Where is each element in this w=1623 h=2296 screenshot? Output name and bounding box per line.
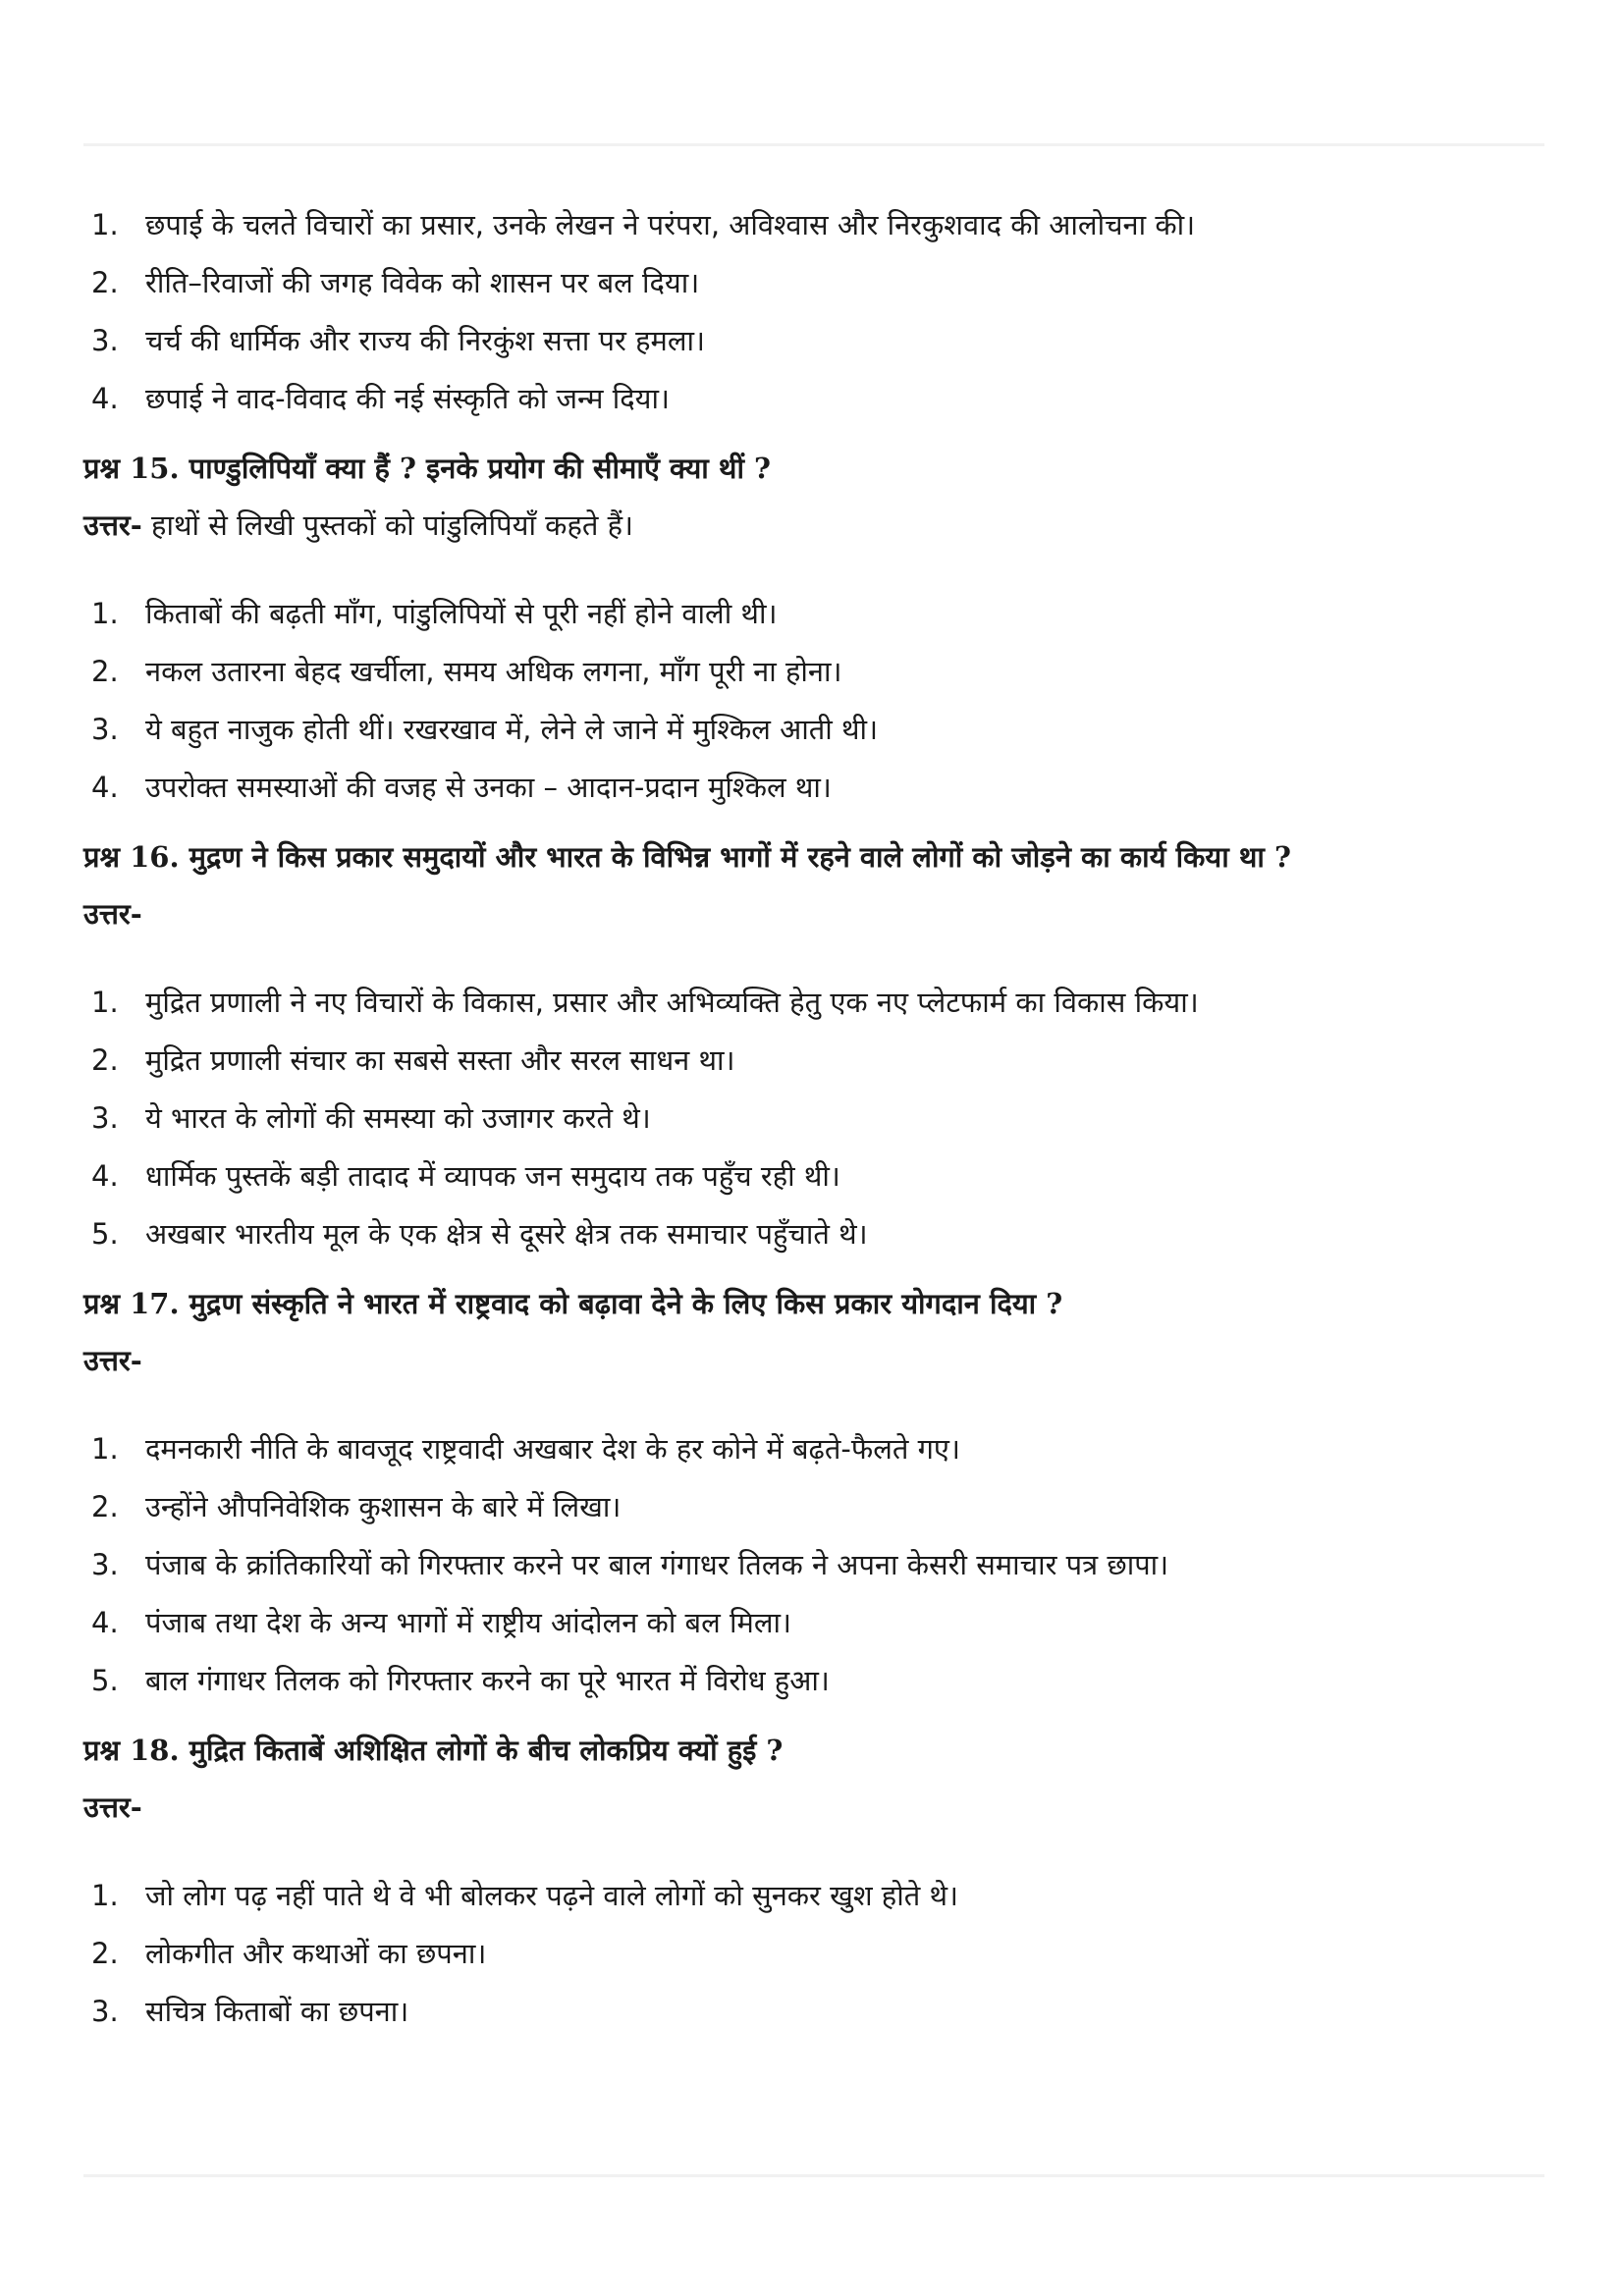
item-number: 4. (91, 382, 119, 415)
list-item (83, 1867, 1546, 1925)
list-item (83, 254, 1546, 312)
q18-points (83, 1867, 1546, 2041)
item-text: छपाई ने वाद-विवाद की नई संस्कृति को जन्म दिया। (145, 382, 670, 415)
top-divider (83, 143, 1544, 146)
item-number: 3. (91, 1101, 119, 1135)
item-text: लोकगीत और कथाओं का छपना। (145, 1937, 487, 1970)
item-text: चर्च की धार्मिक और राज्य की निरकुंश सत्ता पर हमला। (145, 324, 705, 357)
item-text: दमनकारी नीति के बावजूद राष्ट्रवादी अखबार देश के हर कोने में बढ़ते-फैलते गए। (145, 1432, 960, 1466)
item-number: 5. (91, 1217, 119, 1251)
item-text: बाल गंगाधर तिलक को गिरफ्तार करने का पूरे भारत में विरोध हुआ। (145, 1664, 830, 1697)
item-text: ये भारत के लोगों की समस्या को उजागर करते थे। (145, 1101, 651, 1135)
question-15: प्रश्न 15. पाण्डुलिपियाँ क्या हैं ? इनके प्रयोग की सीमाएँ क्या थीं ? (83, 452, 772, 485)
item-number: 1. (91, 1432, 119, 1466)
item-number: 3. (91, 713, 119, 746)
item-text: ये बहुत नाजुक होती थीं। रखरखाव में, लेने ले जाने में मुश्किल आती थी। (145, 713, 879, 746)
item-text: छपाई के चलते विचारों का प्रसार, उनके लेखन ने परंपरा, अविश्वास और निरकुशवाद की आलोचना की। (145, 208, 1196, 241)
item-number: 1. (91, 986, 119, 1019)
list-item (83, 1148, 1546, 1205)
item-number: 1. (91, 597, 119, 630)
item-number: 4. (91, 771, 119, 804)
list-item (83, 1925, 1546, 1983)
answer-text: हाथों से लिखी पुस्तकों को पांडुलिपियाँ कहते हैं। (141, 508, 633, 542)
item-text: किताबों की बढ़ती माँग, पांडुलिपियों से पूरी नहीं होने वाली थी। (145, 597, 778, 630)
item-text: जो लोग पढ़ नहीं पाते थे वे भी बोलकर पढ़ने वाले लोगों को सुनकर खुश होते थे। (145, 1879, 958, 1912)
answer-18 (83, 1779, 1546, 1836)
list-item (83, 759, 1546, 817)
list-item (83, 196, 1546, 254)
q15-points (83, 585, 1546, 817)
document-body (83, 196, 1546, 2041)
list-item (83, 1652, 1546, 1710)
list-item (83, 1478, 1546, 1536)
item-text: सचित्र किताबों का छपना। (145, 1995, 409, 2028)
answer-15 (83, 497, 1546, 554)
list-item (83, 1983, 1546, 2041)
list-item (83, 701, 1546, 759)
item-text: मुद्रित प्रणाली संचार का सबसे सस्ता और सरल साधन था। (145, 1043, 735, 1077)
item-number: 4. (91, 1159, 119, 1193)
q16-points (83, 974, 1546, 1263)
answer-label: उत्तर- (83, 897, 142, 931)
bottom-divider (83, 2174, 1544, 2177)
question-18: प्रश्न 18. मुद्रित किताबें अशिक्षित लोगों के बीच लोकप्रिय क्यों हुई ? (83, 1734, 784, 1767)
list-item (83, 1594, 1546, 1652)
item-number: 5. (91, 1664, 119, 1697)
item-text: धार्मिक पुस्तकें बड़ी तादाद में व्यापक जन समुदाय तक पहुँच रही थी। (145, 1159, 840, 1193)
item-number: 4. (91, 1606, 119, 1639)
answer-label: उत्तर- (83, 1790, 142, 1824)
item-text: अखबार भारतीय मूल के एक क्षेत्र से दूसरे क्षेत्र तक समाचार पहुँचाते थे। (145, 1217, 868, 1251)
list-item (83, 370, 1546, 428)
item-number: 3. (91, 1995, 119, 2028)
item-text: नकल उतारना बेहद खर्चीला, समय अधिक लगना, माँग पूरी ना होना। (145, 655, 842, 688)
answer-16 (83, 885, 1546, 942)
list-item (83, 585, 1546, 643)
item-text: पंजाब के क्रांतिकारियों को गिरफ्तार करने पर बाल गंगाधर तिलक ने अपना केसरी समाचार पत्र छापा। (145, 1548, 1169, 1581)
item-number: 3. (91, 1548, 119, 1581)
list-item (83, 1205, 1546, 1263)
answer-label: उत्तर- (83, 508, 142, 542)
item-text: रीति–रिवाजों की जगह विवेक को शासन पर बल दिया। (145, 266, 700, 299)
list-item (83, 1090, 1546, 1148)
item-number: 2. (91, 1043, 119, 1077)
item-number: 1. (91, 1879, 119, 1912)
list-item (83, 1032, 1546, 1090)
item-number: 1. (91, 208, 119, 241)
q17-points (83, 1420, 1546, 1710)
intro-list (83, 196, 1546, 428)
item-number: 2. (91, 266, 119, 299)
question-17: प्रश्न 17. मुद्रण संस्कृति ने भारत में राष्ट्रवाद को बढ़ावा देने के लिए किस प्रकार योगदान दिया ? (83, 1287, 1063, 1320)
list-item (83, 643, 1546, 701)
item-number: 2. (91, 1937, 119, 1970)
answer-17 (83, 1332, 1546, 1389)
item-number: 2. (91, 655, 119, 688)
answer-label: उत्तर- (83, 1344, 142, 1377)
item-text: पंजाब तथा देश के अन्य भागों में राष्ट्रीय आंदोलन को बल मिला। (145, 1606, 791, 1639)
list-item (83, 312, 1546, 370)
list-item (83, 1536, 1546, 1594)
item-number: 2. (91, 1490, 119, 1523)
item-text: मुद्रित प्रणाली ने नए विचारों के विकास, प्रसार और अभिव्यक्ति हेतु एक नए प्लेटफार्म का विकास किया। (145, 986, 1199, 1019)
list-item (83, 974, 1546, 1032)
item-text: उपरोक्त समस्याओं की वजह से उनका – आदान-प्रदान मुश्किल था। (145, 771, 832, 804)
item-text: उन्होंने औपनिवेशिक कुशासन के बारे में लिखा। (145, 1490, 622, 1523)
list-item (83, 1420, 1546, 1478)
question-16: प्रश्न 16. मुद्रण ने किस प्रकार समुदायों और भारत के विभिन्न भागों में रहने वाले लोगों को जोड़ने का कार्य किया था ? (83, 840, 1291, 874)
item-number: 3. (91, 324, 119, 357)
